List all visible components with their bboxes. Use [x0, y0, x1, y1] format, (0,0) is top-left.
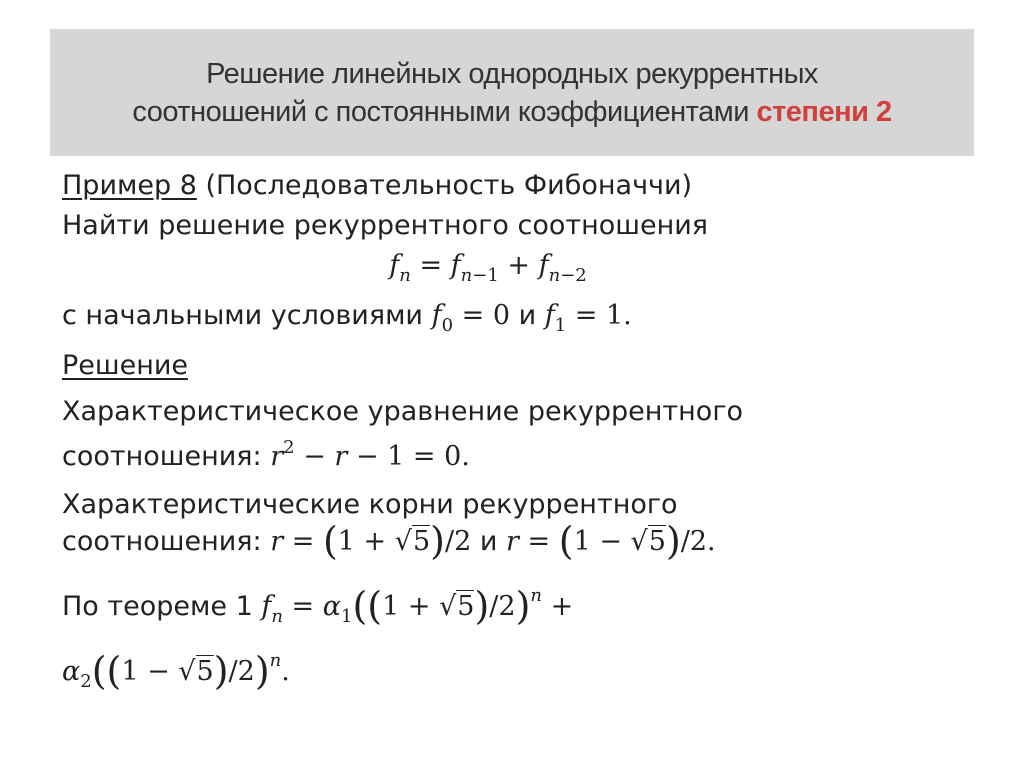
solution-label — [62, 348, 962, 384]
slide-body — [62, 168, 962, 700]
roots-line-1: Характеристические корни рекуррентного — [62, 489, 678, 520]
example-label: Пример 8 — [62, 170, 197, 201]
roots-prefix: соотношения: — [62, 526, 271, 557]
recurrence-formula: $f_n = f_{n-1} + f_{n-2}$ — [389, 250, 587, 286]
char-eq-line-2: соотношения: $r^2 - r - 1 = 0$. — [62, 437, 470, 472]
find-text: Найти решение рекуррентного соотношения — [62, 210, 709, 241]
example-description: (Последовательность Фибоначчи) — [196, 170, 693, 201]
example-heading — [62, 168, 962, 204]
slide-title — [50, 29, 974, 156]
theorem-line-1: По теореме 1 $f_n = \alpha_1((1 + √5)/2)^n$ + — [62, 584, 574, 628]
title-accent: степени 2 — [756, 95, 892, 128]
initial-conditions: с начальными условиями $f_0 = 0$ и $f_1 = 1$. — [62, 300, 632, 336]
char-eq-prefix: соотношения: — [62, 441, 271, 472]
roots-and: и — [471, 526, 506, 557]
theorem-line-2: $\alpha_2((1 - √5)/2)^n$. — [62, 649, 290, 693]
roots-line-2: соотношения: r = (1 + √5)/2 и r = (1 − √5)/2. — [62, 519, 716, 563]
initial-prefix: с начальными условиями — [62, 300, 432, 331]
title-line-2 — [132, 93, 891, 131]
initial-and: и — [510, 300, 545, 331]
title-line-2-main: соотношений с постоянными коэффициентами — [132, 95, 757, 128]
title-line-1: Решение линейных однородных рекуррентных — [206, 57, 818, 90]
solution-label-text: Решение — [62, 350, 189, 381]
char-eq-line-1: Характеристическое уравнение рекуррентного — [62, 396, 744, 427]
theorem-prefix: По теореме 1 — [62, 591, 262, 622]
